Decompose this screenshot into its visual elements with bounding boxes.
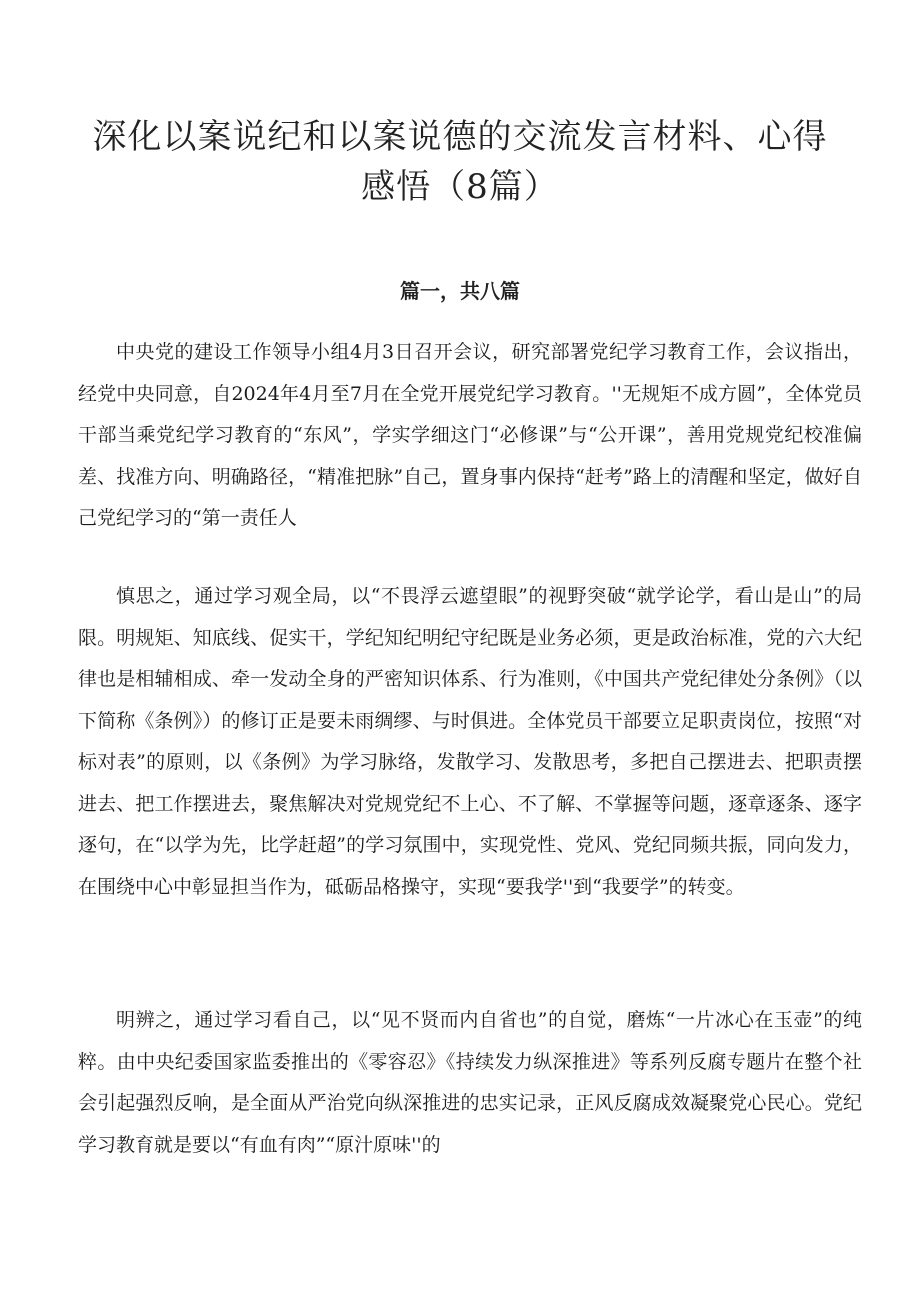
document-title: 深化以案说纪和以案说德的交流发言材料、心得感悟（8篇） xyxy=(92,117,828,207)
body-paragraph: 中央党的建设工作领导小组4月3日召开会议，研究部署党纪学习教育工作，会议指出，经党中央同意，自2024年4月至7月在全党开展党纪学习教育。''无规矩不成方圆”，全体党员干部当乘党纪学习教育的“东风”，学实学细这门“必修课”与“公开课”，善用党规党纪校准偏差、找准方向、明确路径，“精准把脉”自己，置身事内保持“赶考”路上的清醒和坚定，做好自己党纪学习的“第一责任人 xyxy=(78,341,862,529)
section-heading: 篇一，共八篇 xyxy=(400,279,520,303)
body-paragraph: 慎思之，通过学习观全局，以“不畏浮云遮望眼”的视野突破“就学论学，看山是山”的局限。明规矩、知底线、促实干，学纪知纪明纪守纪既是业务必须，更是政治标准，党的六大纪律也是相辅相成、牵一发动全身的严密知识体系、行为准则，《中国共产党纪律处分条例》（以下简称《条例》）的修订正是要未雨绸缪、与时俱进。全体党员干部要立足职责岗位，按照“对标对表”的原则，以《条例》为学习脉络，发散学习、发散思考，多把自己摆进去、把职责摆进去、把工作摆进去，聚焦解决对党规党纪不上心、不了解、不掌握等问题，逐章逐条、逐字逐句，在“以学为先，比学赶超”的学习氛围中，实现党性、党风、党纪同频共振，同向发力，在围绕中心中彰显担当作为，砥砺品格操守，实现“要我学''到“我要学”的转变。 xyxy=(78,585,862,898)
body-paragraph: 明辨之，通过学习看自己，以“见不贤而内自省也”的自觉，磨炼“一片冰心在玉壶”的纯粹。由中央纪委国家监委推出的《零容忍》《持续发力纵深推进》等系列反腐专题片在整个社会引起强烈反响，是全面从严治党向纵深推进的忠实记录，正风反腐成效凝聚党心民心。党纪学习教育就是要以“有血有肉”“原汁原味''的 xyxy=(78,1009,862,1156)
